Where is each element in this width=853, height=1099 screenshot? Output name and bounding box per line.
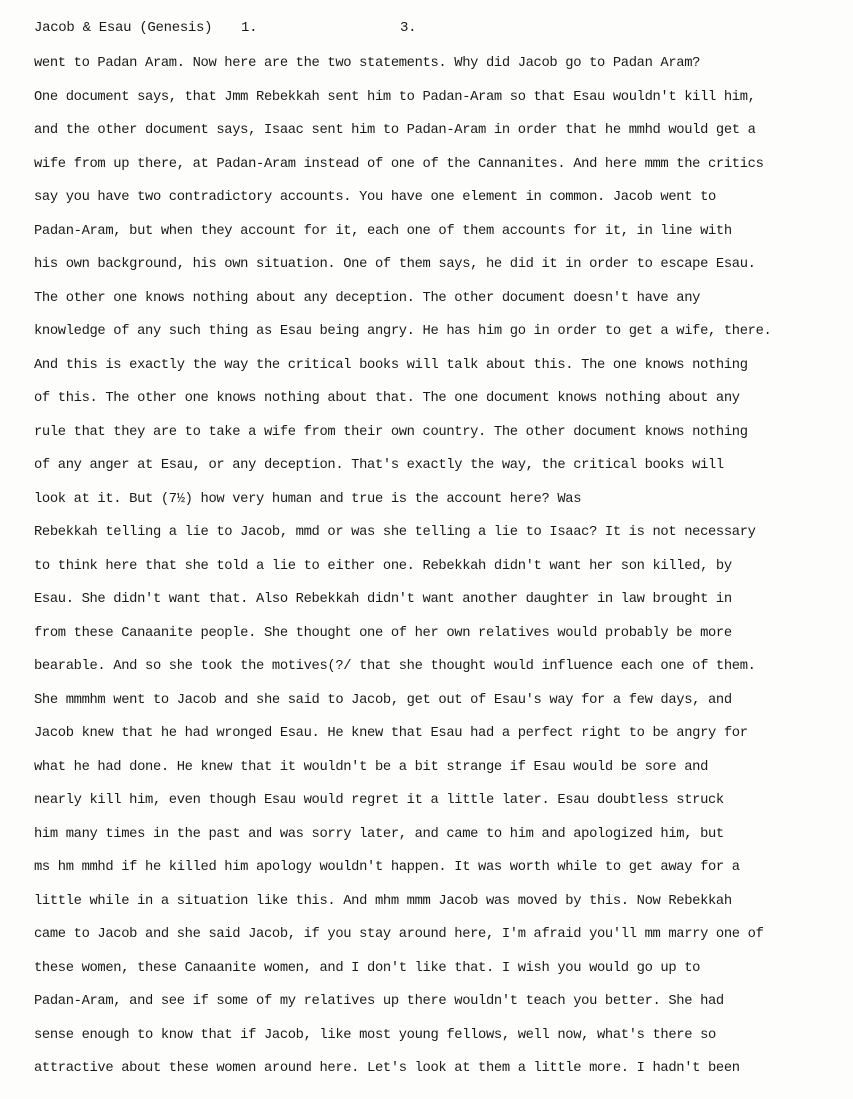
text-line: to think here that she told a lie to either one. Rebekkah didn't want her son killed, by xyxy=(34,558,732,574)
transcript-body xyxy=(34,54,834,1093)
text-line: And this is exactly the way the critical books will talk about this. The one knows nothing xyxy=(34,357,748,373)
text-line: of this. The other one knows nothing about that. The one document knows nothing about any xyxy=(34,391,740,406)
text-line: Padan-Aram, but when they account for it, each one of them accounts for it, in line with xyxy=(34,223,732,239)
text-line: and the other document says, Isaac sent him to Padan-Aram in order that he mmhd would get a xyxy=(34,123,756,138)
text-line: rule that they are to take a wife from their own country. The other document knows nothing xyxy=(34,424,748,440)
text-line: Padan-Aram, and see if some of my relatives up there wouldn't teach you better. She had xyxy=(34,994,724,1009)
text-line: wife from up there, at Padan-Aram instead of one of the Cannanites. And here mmm the critics xyxy=(34,156,764,172)
text-line: from these Canaanite people. She thought one of her own relatives would probably be more xyxy=(34,625,732,641)
document-title: Jacob & Esau (Genesis) xyxy=(34,20,213,36)
text-line: his own background, his own situation. One of them says, he did it in order to escape Esau. xyxy=(34,257,756,272)
text-line: of any anger at Esau, or any deception. That's exactly the way, the critical books will xyxy=(34,458,724,473)
text-line: The other one knows nothing about any deception. The other document doesn't have any xyxy=(34,290,701,306)
text-line: One document says, that Jmm Rebekkah sent him to Padan-Aram so that Esau wouldn't kill him, xyxy=(34,89,756,105)
text-line: Jacob knew that he had wronged Esau. He knew that Esau had a perfect right to be angry for xyxy=(34,726,748,741)
text-line: look at it. But (7½) how very human and true is the account here? Was xyxy=(34,491,582,507)
text-line: went to Padan Aram. Now here are the two statements. Why did Jacob go to Padan Aram? xyxy=(34,56,701,71)
text-line: nearly kill him, even though Esau would regret it a little later. Esau doubtless struck xyxy=(34,793,724,808)
text-line: say you have two contradictory accounts. You have one element in common. Jacob went to xyxy=(34,190,716,205)
text-line: She mmmhm went to Jacob and she said to Jacob, get out of Esau's way for a few days, and xyxy=(34,692,732,708)
text-line: came to Jacob and she said Jacob, if you stay around here, I'm afraid you'll mm marry one of xyxy=(34,927,764,942)
text-line: bearable. And so she took the motives(?/ that she thought would influence each one of them. xyxy=(34,659,756,674)
text-line: attractive about these women around here. Let's look at them a little more. I hadn't been xyxy=(34,1061,740,1076)
text-line: knowledge of any such thing as Esau being angry. He has him go in order to get a wife, there. xyxy=(34,324,772,339)
text-line: little while in a situation like this. And mhm mmm Jacob was moved by this. Now Rebekkah xyxy=(34,893,732,909)
text-line: Esau. She didn't want that. Also Rebekkah didn't want another daughter in law brought in xyxy=(34,592,732,607)
text-line: him many times in the past and was sorry later, and came to him and apologized him, but xyxy=(34,826,724,842)
text-line: sense enough to know that if Jacob, like most young fellows, well now, what's there so xyxy=(34,1027,716,1043)
page-number: 3. xyxy=(400,20,417,36)
text-line: ms hm mmhd if he killed him apology wouldn't happen. It was worth while to get away for a xyxy=(34,860,740,875)
text-line: what he had done. He knew that it wouldn't be a bit strange if Esau would be sore and xyxy=(34,759,709,775)
text-line: Rebekkah telling a lie to Jacob, mmd or was she telling a lie to Isaac? It is not necessary xyxy=(34,525,756,540)
text-line: these women, these Canaanite women, and I don't like that. I wish you would go up to xyxy=(34,960,701,976)
section-number: 1. xyxy=(241,20,258,36)
